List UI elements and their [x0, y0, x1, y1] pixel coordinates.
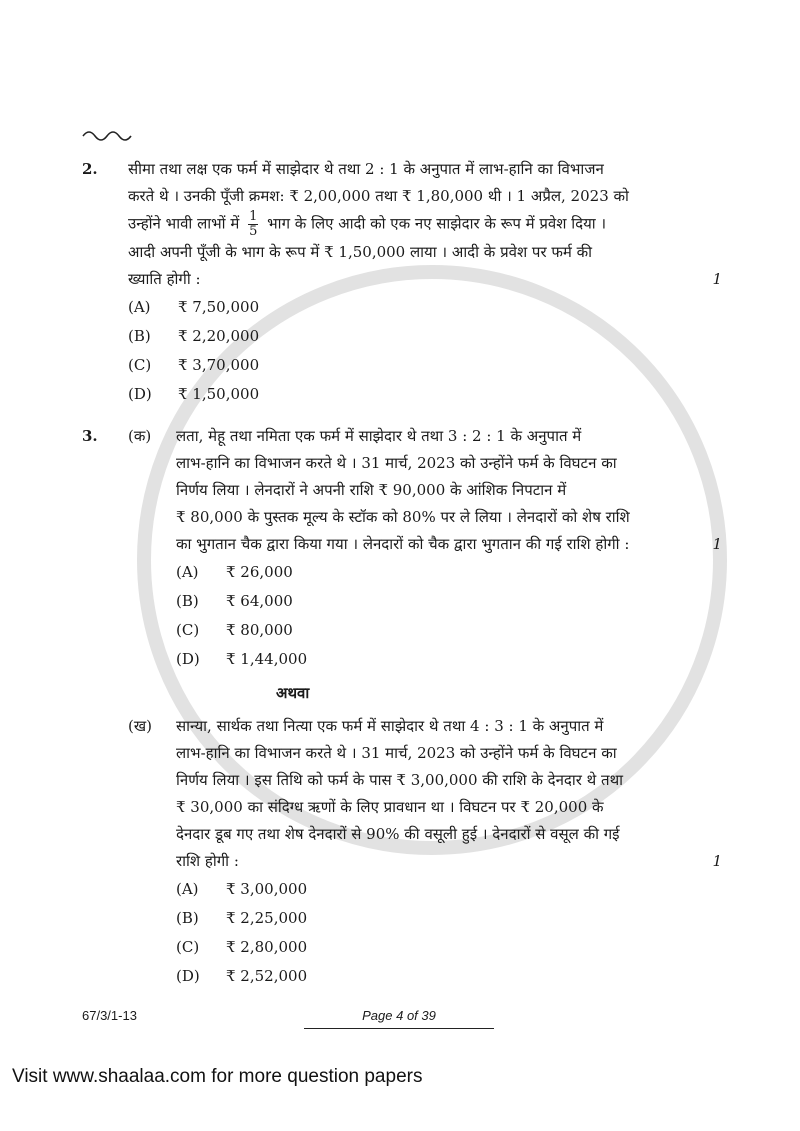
option-d	[176, 962, 722, 991]
question-3a	[128, 423, 722, 674]
question-text: निर्णय लिया । लेनदारों ने अपनी राशि ₹ 90,000 के आंशिक निपटान में	[176, 481, 567, 499]
question-2	[82, 156, 722, 409]
option-value: ₹ 64,000	[226, 592, 293, 610]
option-label: (A)	[176, 563, 199, 581]
question-text: सान्या, सार्थक तथा नित्या एक फर्म में साझेदार थे तथा 4 : 3 : 1 के अनुपात में	[176, 717, 604, 735]
option-a	[176, 558, 722, 587]
question-text: ख्याति होगी :	[128, 270, 201, 288]
question-3b	[128, 713, 722, 991]
option-value: ₹ 2,25,000	[226, 909, 308, 927]
option-value: ₹ 2,20,000	[178, 327, 260, 345]
option-value: ₹ 80,000	[226, 621, 293, 639]
option-label: (C)	[176, 938, 200, 956]
marks: 1	[712, 852, 722, 870]
option-value: ₹ 3,70,000	[178, 356, 260, 374]
question-text: भाग के लिए आदी को एक नए साझेदार के रूप में प्रवेश दिया ।	[267, 214, 607, 233]
option-value: ₹ 2,52,000	[226, 967, 308, 985]
or-divider: अथवा	[276, 684, 310, 702]
question-text: सीमा तथा लक्ष एक फर्म में साझेदार थे तथा 2 : 1 के अनुपात में लाभ-हानि का विभाजन	[128, 160, 604, 178]
wave-mark-icon	[82, 128, 138, 142]
paper-code: 67/3/1-13	[82, 1008, 137, 1023]
option-d	[176, 645, 722, 674]
option-label: (C)	[128, 356, 152, 374]
option-label: (C)	[176, 621, 200, 639]
sub-question-label: (ख)	[128, 717, 152, 735]
option-c	[176, 933, 722, 962]
question-text: लाभ-हानि का विभाजन करते थे । 31 मार्च, 2023 को उन्होंने फर्म के विघटन का	[176, 744, 617, 762]
question-text: राशि होगी :	[176, 852, 239, 870]
fraction	[248, 210, 258, 239]
page-number: Page 4 of 39	[304, 1007, 494, 1029]
option-c	[176, 616, 722, 645]
question-number: 3.	[82, 427, 98, 445]
option-value: ₹ 2,80,000	[226, 938, 308, 956]
option-value: ₹ 1,44,000	[226, 650, 308, 668]
question-number: 2.	[82, 160, 98, 178]
option-value: ₹ 1,50,000	[178, 385, 260, 403]
shaalaa-banner: Visit www.shaalaa.com for more question papers	[12, 1066, 423, 1087]
option-value: ₹ 7,50,000	[178, 298, 260, 316]
option-c	[128, 351, 722, 380]
question-text: करते थे । उनकी पूँजी क्रमश: ₹ 2,00,000 तथा ₹ 1,80,000 थी । 1 अप्रैल, 2023 को	[128, 187, 629, 205]
question-text: ₹ 80,000 के पुस्तक मूल्य के स्टॉक को 80% पर ले लिया । लेनदारों को शेष राशि	[176, 508, 630, 526]
option-label: (D)	[176, 967, 200, 985]
question-text: लता, मेहू तथा नमिता एक फर्म में साझेदार थे तथा 3 : 2 : 1 के अनुपात में	[176, 427, 582, 445]
option-a	[128, 293, 722, 322]
option-label: (A)	[128, 298, 151, 316]
fraction-denominator: 5	[249, 224, 258, 239]
option-d	[128, 380, 722, 409]
question-text: का भुगतान चैक द्वारा किया गया । लेनदारों को चैक द्वारा भुगतान की गई राशि होगी :	[176, 535, 630, 553]
question-text: देनदार डूब गए तथा शेष देनदारों से 90% की वसूली हुई । देनदारों से वसूल की गई	[176, 825, 620, 843]
option-label: (B)	[176, 909, 199, 927]
fraction-numerator: 1	[249, 209, 258, 224]
option-value: ₹ 26,000	[226, 563, 293, 581]
marks: 1	[712, 270, 722, 288]
option-label: (B)	[176, 592, 199, 610]
option-b	[176, 904, 722, 933]
option-b	[176, 587, 722, 616]
question-text-fraction-line	[128, 210, 688, 239]
marks: 1	[712, 535, 722, 553]
question-text: लाभ-हानि का विभाजन करते थे । 31 मार्च, 2023 को उन्होंने फर्म के विघटन का	[176, 454, 617, 472]
option-label: (A)	[176, 880, 199, 898]
sub-question-label: (क)	[128, 427, 152, 445]
question-text: उन्होंने भावी लाभों में	[128, 214, 240, 233]
question-text: ₹ 30,000 का संदिग्ध ऋणों के लिए प्रावधान था । विघटन पर ₹ 20,000 के	[176, 798, 604, 816]
question-text: निर्णय लिया । इस तिथि को फर्म के पास ₹ 3,00,000 की राशि के देनदार थे तथा	[176, 771, 624, 789]
option-label: (D)	[128, 385, 152, 403]
option-label: (D)	[176, 650, 200, 668]
question-text: आदी अपनी पूँजी के भाग के रूप में ₹ 1,50,000 लाया । आदी के प्रवेश पर फर्म की	[128, 243, 593, 261]
option-b	[128, 322, 722, 351]
page-footer	[82, 1007, 722, 1029]
option-a	[176, 875, 722, 904]
option-label: (B)	[128, 327, 151, 345]
question-3	[82, 423, 722, 991]
option-value: ₹ 3,00,000	[226, 880, 308, 898]
